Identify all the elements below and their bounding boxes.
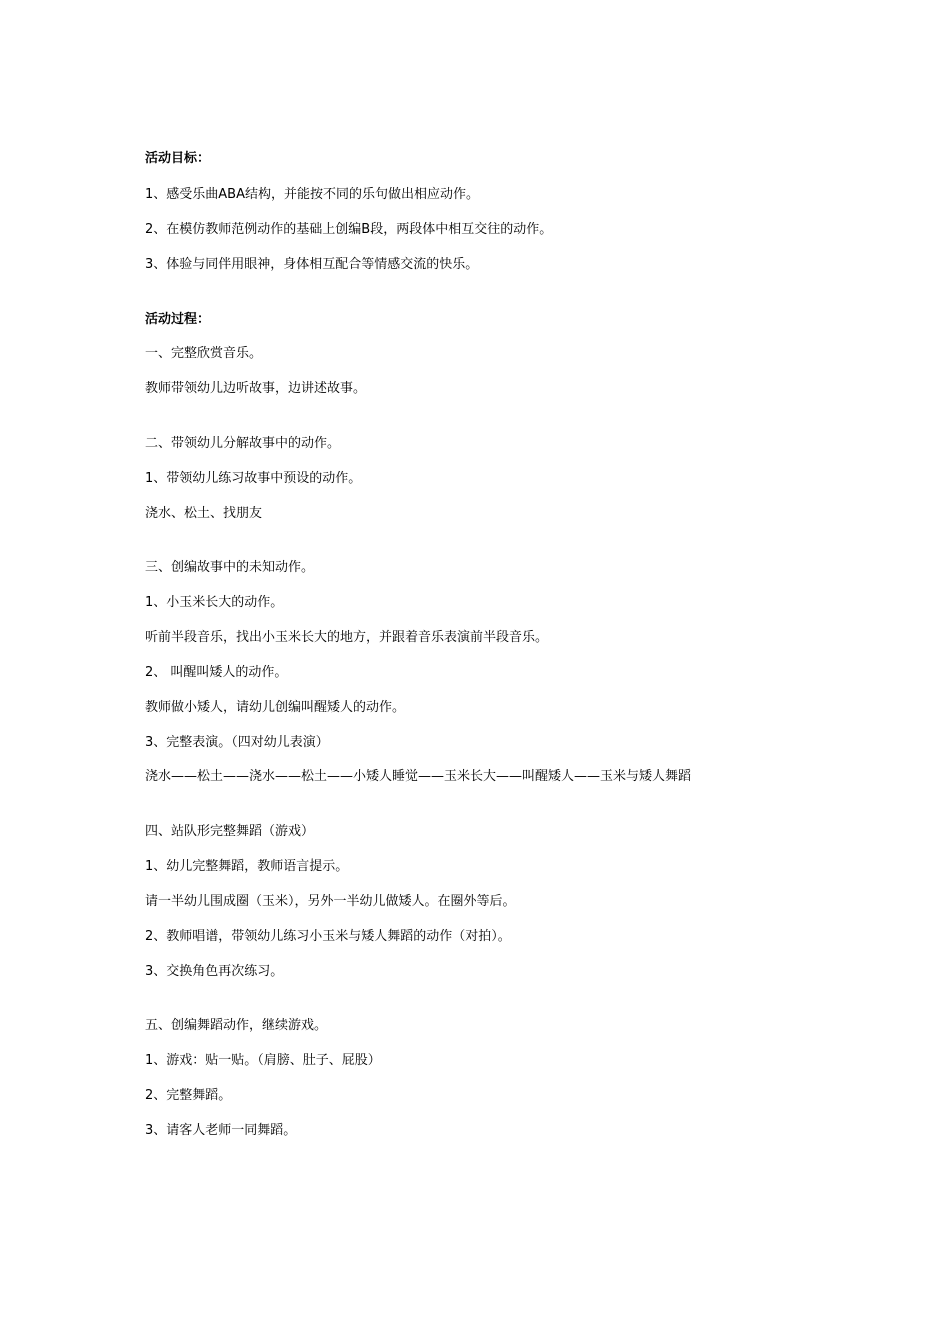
goal-item-1: 1、感受乐曲ABA结构，并能按不同的乐句做出相应动作。 bbox=[145, 187, 479, 202]
section-3-line-1: 1、小玉米长大的动作。 bbox=[145, 595, 284, 610]
section-5-line-1: 1、游戏：贴一贴。（肩膀、肚子、屁股） bbox=[145, 1053, 381, 1068]
section-2-line-2: 浇水、松土、找朋友 bbox=[145, 506, 263, 521]
section-3-line-6: 浇水——松土——浇水——松土——小矮人睡觉——玉米长大——叫醒矮人——玉米与矮人舞蹈 bbox=[145, 769, 692, 784]
process-heading: 活动过程： bbox=[145, 312, 211, 327]
section-1-line-1: 教师带领幼儿边听故事，边讲述故事。 bbox=[145, 381, 367, 396]
section-4-line-4: 3、交换角色再次练习。 bbox=[145, 964, 284, 979]
section-1-title: 一、完整欣赏音乐。 bbox=[145, 346, 263, 361]
section-3-line-3: 2、 叫醒叫矮人的动作。 bbox=[145, 665, 288, 680]
section-3-line-2: 听前半段音乐，找出小玉米长大的地方，并跟着音乐表演前半段音乐。 bbox=[145, 630, 549, 645]
section-4-line-2: 请一半幼儿围成圈（玉米），另外一半幼儿做矮人。在圈外等后。 bbox=[145, 894, 516, 909]
section-4-line-3: 2、教师唱谱，带领幼儿练习小玉米与矮人舞蹈的动作（对拍）。 bbox=[145, 929, 511, 944]
goal-item-3: 3、体验与同伴用眼神，身体相互配合等情感交流的快乐。 bbox=[145, 257, 479, 272]
goals-heading: 活动目标： bbox=[145, 151, 211, 166]
section-2-title: 二、带领幼儿分解故事中的动作。 bbox=[145, 436, 341, 451]
section-5-title: 五、创编舞蹈动作，继续游戏。 bbox=[145, 1018, 328, 1033]
section-4-line-1: 1、幼儿完整舞蹈，教师语言提示。 bbox=[145, 859, 349, 874]
section-3-line-4: 教师做小矮人，请幼儿创编叫醒矮人的动作。 bbox=[145, 700, 406, 715]
section-3-line-5: 3、完整表演。（四对幼儿表演） bbox=[145, 735, 329, 750]
goal-item-2: 2、在模仿教师范例动作的基础上创编B段，两段体中相互交往的动作。 bbox=[145, 222, 553, 237]
section-4-title: 四、站队形完整舞蹈（游戏） bbox=[145, 824, 315, 839]
section-5-line-3: 3、请客人老师一同舞蹈。 bbox=[145, 1123, 297, 1138]
section-3-title: 三、创编故事中的未知动作。 bbox=[145, 560, 315, 575]
section-5-line-2: 2、完整舞蹈。 bbox=[145, 1088, 232, 1103]
section-2-line-1: 1、带领幼儿练习故事中预设的动作。 bbox=[145, 471, 362, 486]
